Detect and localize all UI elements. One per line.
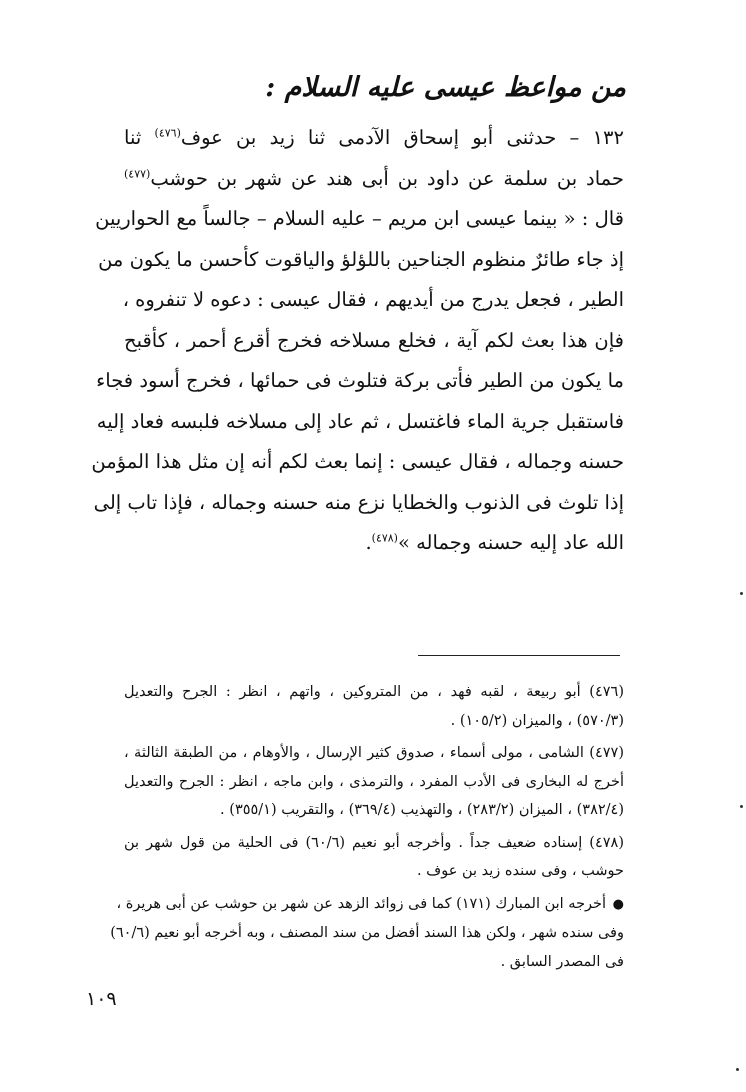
footnotes <box>110 678 624 980</box>
paragraph-line: حسنه وجماله ، فقال عيسى : إنما بعث لكم أنه إن مثل هذا المؤمن <box>91 450 624 473</box>
scan-speck <box>740 592 743 595</box>
footnote-ref: (٤٧٨) <box>371 531 398 545</box>
bullet-icon: ● <box>612 896 624 912</box>
paragraph-line: فإن هذا بعث لكم آية ، فخلع مسلاخه فخرج أقرع أحمر ، كأقبح <box>124 328 624 352</box>
footnote-478 <box>124 829 624 886</box>
scan-speck <box>736 1068 739 1071</box>
scan-speck <box>740 805 743 808</box>
footnote-line: (٥٧٠/٣) ، والميزان (١٠٥/٢) . <box>450 712 624 729</box>
footnote-line: فى المصدر السابق . <box>500 953 624 970</box>
paragraph-line: الله عاد إليه حسنه وجماله »$^{(٤٧٨)}$. <box>365 531 624 554</box>
footnote-line: (٤٧٧) الشامى ، مولى أسماء ، صدوق كثير الإرسال ، والأوهام ، من الطبقة الثالثة ، <box>124 745 624 761</box>
narration-paragraph <box>91 118 624 564</box>
footnote-line: (٣٨٢/٤) ، الميزان (٢٨٣/٢) ، والتهذيب (٣٦٩/٤) ، والتقريب (٣٥٥/١) . <box>220 802 624 818</box>
footnote-ref: (٤٧٧) <box>124 167 151 180</box>
paragraph-line: إذ جاء طائرٌ منظوم الجناحين باللؤلؤ والياقوت كأحسن ما يكون من <box>98 247 624 271</box>
footnote-ref: (٤٧٦) <box>154 126 181 140</box>
page-number: ١٠٩ <box>86 988 117 1010</box>
paragraph-line: فاستقبل جرية الماء فاغتسل ، ثم عاد إلى مسلاخه فلبسه فعاد إليه <box>96 409 624 433</box>
paragraph-line: حماد بن سلمة عن داود بن أبى هند عن شهر بن حوشب$^{(٤٧٧)}$ <box>124 166 624 190</box>
footnote-line: (٤٧٦) أبو ربيعة ، لقبه فهد ، من المتروكين ، واتهم ، انظر : الجرح والتعديل <box>124 684 624 700</box>
paragraph-line: إذا تلوث فى الذنوب والخطايا نزع منه حسنه وجماله ، فإذا تاب إلى <box>93 490 624 514</box>
footnote-line: ● أخرجه ابن المبارك (١٧١) كما فى زوائد الزهد عن شهر بن حوشب عن أبى هريرة ، <box>116 895 624 912</box>
footnote-bullet <box>110 890 624 977</box>
paragraph-line: قال : « بينما عيسى ابن مريم – عليه السلام – جالساً مع الحواريين <box>95 207 624 230</box>
footnote-476 <box>124 678 624 735</box>
footnote-divider <box>418 655 620 656</box>
footnote-line: أخرج له البخارى فى الأدب المفرد ، والترمذى ، وابن ماجه ، انظر : الجرح والتعديل <box>124 773 624 790</box>
section-heading: من مواعظ عيسى عليه السلام : <box>265 72 626 103</box>
footnote-line: وفى سنده شهر ، ولكن هذا السند أفضل من سند المصنف ، وبه أخرجه أبو نعيم (٦٠/٦) <box>110 925 624 941</box>
footnote-477 <box>124 739 624 825</box>
paragraph-line: ١٣٢ – حدثنى أبو إسحاق الآدمى ثنا زيد بن عوف$^{(٤٧٦)}$ ثنا <box>124 126 624 149</box>
paragraph-line: ما يكون من الطير فأتى بركة فتلوث فى حمائها ، فخرج أسود فجاء <box>96 369 624 392</box>
footnote-line: حوشب ، وفى سنده زيد بن عوف . <box>416 863 624 879</box>
paragraph-line: الطير ، فجعل يدرج من أيديهم ، فقال عيسى : دعوه لا تنفروه ، <box>122 288 624 311</box>
footnote-line: (٤٧٨) إسناده ضعيف جداً . وأخرجه أبو نعيم (٦٠/٦) فى الحلية من قول شهر بن <box>124 834 624 851</box>
